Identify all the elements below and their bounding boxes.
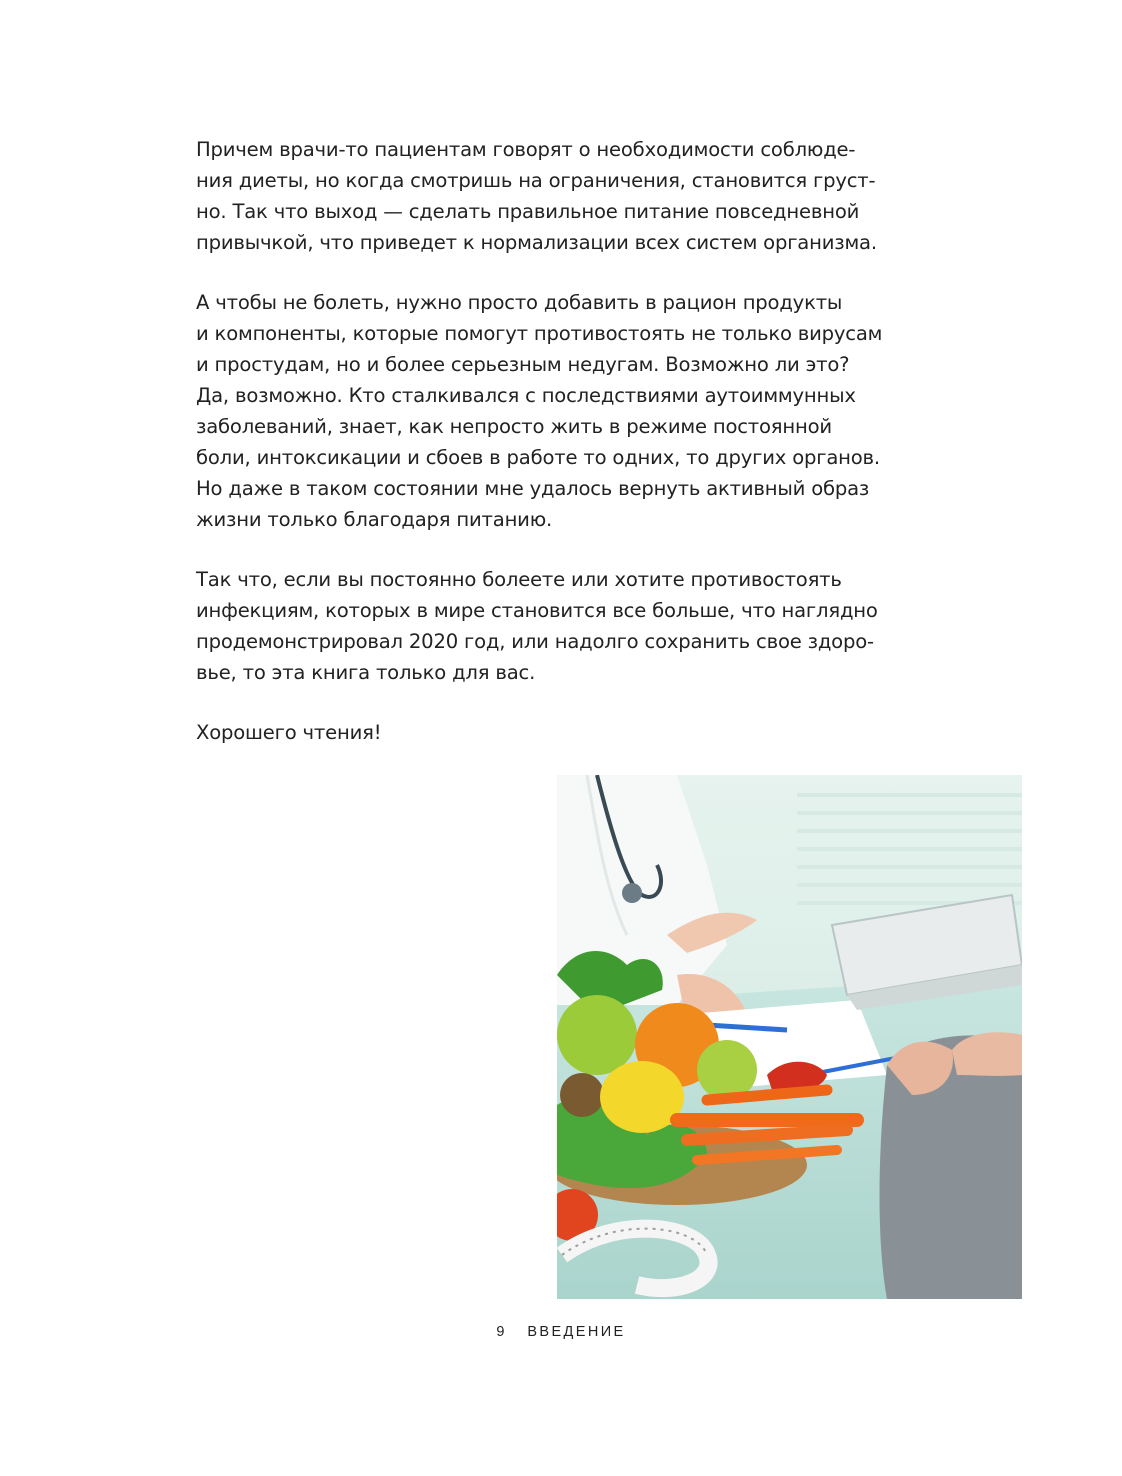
paragraph-2 — [196, 287, 936, 535]
text-line: А чтобы не болеть, нужно просто добавить в рацион продукты — [196, 291, 843, 314]
photo-illustration — [557, 775, 1022, 1299]
text-line: и простудам, но и более серьезным недугам. Возможно ли это? — [196, 353, 850, 376]
text-line: заболеваний, знает, как непросто жить в режиме постоянной — [196, 415, 832, 438]
body-text — [196, 134, 936, 777]
text-line: Причем врачи-то пациентам говорят о необходимости соблюде- — [196, 138, 856, 161]
text-line: боли, интоксикации и сбоев в работе то одних, то других органов. — [196, 446, 880, 469]
text-line: и компоненты, которые помогут противостоять не только вирусам — [196, 322, 883, 345]
doctor-nutrition-photo — [557, 775, 1022, 1299]
window-blinds — [797, 795, 1022, 903]
text-line: инфекциям, которых в мире становится все больше, что наглядно — [196, 599, 878, 622]
text-line: жизни только благодаря питанию. — [196, 508, 553, 531]
paragraph-4 — [196, 717, 936, 748]
paragraph-1 — [196, 134, 936, 258]
text-line: но. Так что выход — сделать правильное питание повседневной — [196, 200, 860, 223]
text-line: привычкой, что приведет к нормализации всех систем организма. — [196, 231, 877, 254]
text-line: Да, возможно. Кто сталкивался с последствиями аутоиммунных — [196, 384, 856, 407]
closing-line: Хорошего чтения! — [196, 721, 382, 744]
text-line: продемонстрировал 2020 год, или надолго сохранить свое здоро- — [196, 630, 874, 653]
text-line: ния диеты, но когда смотришь на ограничения, становится груст- — [196, 169, 876, 192]
text-line: вье, то эта книга только для вас. — [196, 661, 536, 684]
page-number: 9 — [496, 1324, 507, 1340]
page-footer — [0, 1324, 1122, 1340]
text-line: Но даже в таком состоянии мне удалось вернуть активный образ — [196, 477, 870, 500]
paragraph-3 — [196, 564, 936, 688]
section-title: ВВЕДЕНИЕ — [527, 1324, 626, 1340]
text-line: Так что, если вы постоянно болеете или хотите противостоять — [196, 568, 842, 591]
